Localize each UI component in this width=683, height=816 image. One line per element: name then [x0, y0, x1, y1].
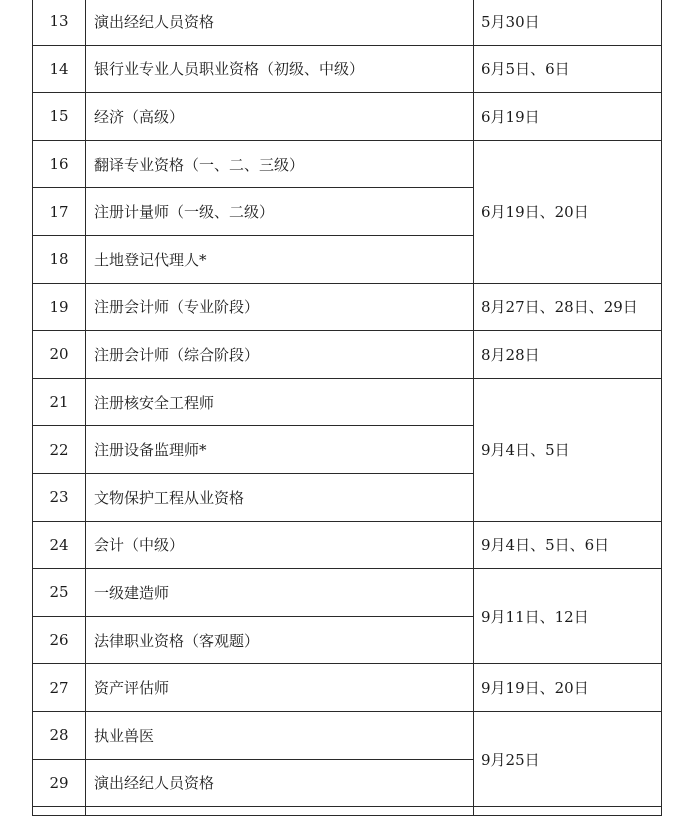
exam-name: 文物保护工程从业资格: [86, 473, 474, 521]
exam-schedule-table: [32, 0, 662, 816]
row-number: 22: [33, 426, 86, 474]
exam-date: 9月19日、20日: [474, 664, 662, 712]
exam-name: 土地登记代理人*: [86, 235, 474, 283]
exam-name: 翻译专业资格（一、二、三级）: [86, 140, 474, 188]
table-row: [33, 378, 662, 426]
exam-name: 一级建造师: [86, 569, 474, 617]
exam-date: 9月11日、12日: [474, 569, 662, 664]
row-number: 23: [33, 473, 86, 521]
row-number: 15: [33, 93, 86, 141]
exam-schedule-sheet: [32, 0, 654, 816]
exam-date: 9月25日: [474, 711, 662, 806]
row-number: 28: [33, 711, 86, 759]
exam-date: 8月28日: [474, 331, 662, 379]
exam-date: 5月30日: [474, 0, 662, 45]
table-row: [33, 283, 662, 331]
exam-date: 6月5日、6日: [474, 45, 662, 93]
exam-name: 经济（高级）: [86, 93, 474, 141]
table-row: [33, 0, 662, 45]
exam-name: 注册核安全工程师: [86, 378, 474, 426]
row-number: 27: [33, 664, 86, 712]
exam-name: 资产评估师: [86, 664, 474, 712]
exam-date: 6月19日、20日: [474, 140, 662, 283]
row-number: 26: [33, 616, 86, 664]
table-row: [33, 140, 662, 188]
table-row: [33, 711, 662, 759]
row-number: 25: [33, 569, 86, 617]
table-row: [33, 45, 662, 93]
row-number: 18: [33, 235, 86, 283]
exam-name: 演出经纪人员资格: [86, 0, 474, 45]
exam-name: 注册会计师（综合阶段）: [86, 331, 474, 379]
row-number: 24: [33, 521, 86, 569]
exam-date: [474, 807, 662, 816]
table-row: [33, 331, 662, 379]
table-row: [33, 569, 662, 617]
row-number: 20: [33, 331, 86, 379]
table-row-partial: [33, 807, 662, 816]
table-row: [33, 93, 662, 141]
row-number: 21: [33, 378, 86, 426]
exam-name: 演出经纪人员资格: [86, 759, 474, 807]
exam-name: 注册设备监理师*: [86, 426, 474, 474]
row-number: 16: [33, 140, 86, 188]
exam-name: 会计（中级）: [86, 521, 474, 569]
exam-name: 注册会计师（专业阶段）: [86, 283, 474, 331]
row-number: 14: [33, 45, 86, 93]
table-row: [33, 521, 662, 569]
exam-name: 银行业专业人员职业资格（初级、中级）: [86, 45, 474, 93]
exam-name: 执业兽医: [86, 711, 474, 759]
exam-date: 9月4日、5日: [474, 378, 662, 521]
exam-name: [86, 807, 474, 816]
row-number: 19: [33, 283, 86, 331]
exam-name: 法律职业资格（客观题）: [86, 616, 474, 664]
row-number: 29: [33, 759, 86, 807]
exam-date: 9月4日、5日、6日: [474, 521, 662, 569]
row-number: 13: [33, 0, 86, 45]
table-row: [33, 664, 662, 712]
exam-date: 6月19日: [474, 93, 662, 141]
row-number: [33, 807, 86, 816]
exam-date: 8月27日、28日、29日: [474, 283, 662, 331]
row-number: 17: [33, 188, 86, 236]
exam-name: 注册计量师（一级、二级）: [86, 188, 474, 236]
